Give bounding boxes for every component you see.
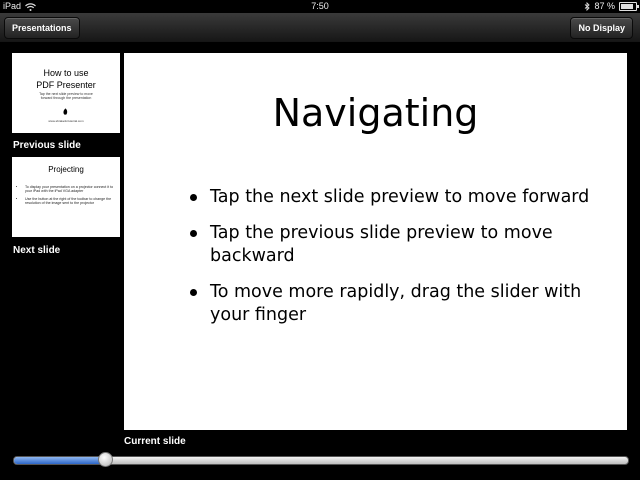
next-slide-title: Projecting xyxy=(48,165,84,174)
previous-slide-preview[interactable] xyxy=(12,53,120,133)
no-display-button[interactable]: No Display xyxy=(570,17,633,39)
presentations-button[interactable]: Presentations xyxy=(4,17,80,39)
next-slide-preview[interactable] xyxy=(12,157,120,237)
current-slide xyxy=(124,53,627,430)
bluetooth-icon xyxy=(584,2,590,11)
toolbar xyxy=(0,13,640,43)
prev-slide-url: www.sbrakefortutorial.com xyxy=(48,119,84,123)
prev-slide-title-line2: PDF Presenter xyxy=(36,80,96,90)
clock: 7:50 xyxy=(311,1,329,11)
slide-slider[interactable] xyxy=(13,456,629,465)
battery-icon xyxy=(619,2,637,11)
logo-icon xyxy=(62,108,69,115)
next-slide-label: Next slide xyxy=(13,245,61,256)
next-slide-bullet: • Use the button at the right of the toolbar to change the resolution of the image sent to the projector xyxy=(25,197,114,206)
battery-percent: 87 % xyxy=(594,1,615,11)
prev-slide-subtitle-line2: forward through the presentation xyxy=(40,96,92,100)
slide-bullet: Tap the next slide preview to move forward xyxy=(186,186,606,209)
prev-slide-subtitle-line1: Tap the next slide preview to move xyxy=(39,92,93,96)
status-bar xyxy=(0,0,640,13)
slider-thumb[interactable] xyxy=(98,452,113,467)
slide-bullet: To move more rapidly, drag the slider with your finger xyxy=(186,281,606,327)
current-slide-label: Current slide xyxy=(124,436,186,447)
slide-title: Navigating xyxy=(272,91,479,135)
previous-slide-label: Previous slide xyxy=(13,140,81,151)
slide-bullet: Tap the previous slide preview to move backward xyxy=(186,222,606,268)
prev-slide-title-line1: How to use xyxy=(43,68,89,78)
device-name: iPad xyxy=(3,1,22,11)
slider-fill xyxy=(14,457,106,464)
next-slide-bullet: • To display your presentation on a projector connect it to your iPad with the iPad VGA adapter xyxy=(25,185,114,194)
